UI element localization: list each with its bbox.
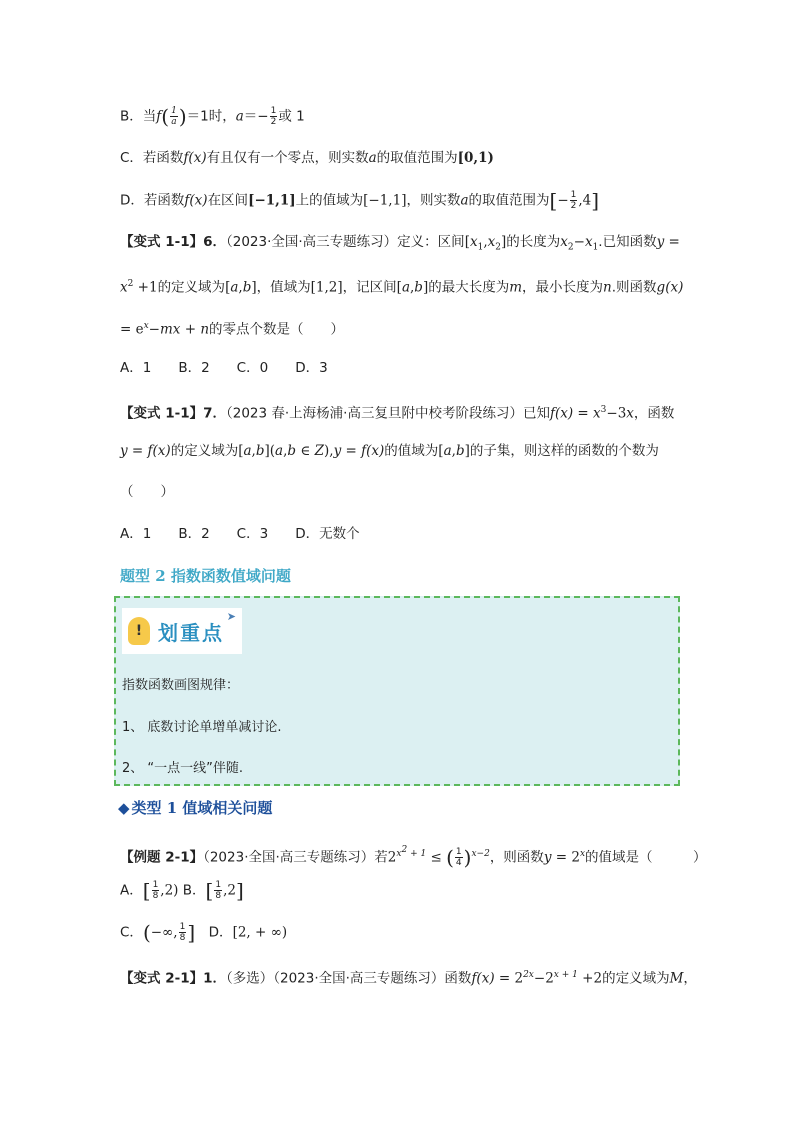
choice-label: A． <box>120 882 143 899</box>
question-tag: 【变式 1-1】6． <box>120 234 226 250</box>
option-c <box>120 148 494 168</box>
lightbulb-icon: ! <box>128 617 150 645</box>
interval: [1,2] <box>310 279 343 296</box>
q6-line2: $x^2 +1$的定义域为[a,b]，值域为[1,2]，记区间[a,b]的最大长度为m，最小长度为n.则函数g(x) <box>120 279 684 296</box>
bracket: [ <box>549 188 558 213</box>
question-text: （2023·全国·高三专题练习）定义：区间 <box>225 234 465 250</box>
v21-line1: 【变式 2-1】1．（多选）（2023·全国·高三专题练习）函数$f(x) = 2^{2x}-2^{x + 1} +2$的定义域为M， <box>120 970 697 987</box>
question-tag: 【变式 2-1】1． <box>120 970 226 987</box>
paren: ) <box>178 104 187 129</box>
question-text: （2023 春·上海杨浦·高三复旦附中校考阶段练习）已知 <box>225 405 550 422</box>
ex21-ab: A．[ $\frac{1}{8}$ ,2) B．[ $\frac{1}{8}$ ,2] <box>120 878 244 903</box>
q7-line1: 【变式 1-1】7．（2023 春·上海杨浦·高三复旦附中校考阶段练习）已知$f(x) = x^3-3x$，函数 <box>120 405 675 422</box>
question-text: （2023·全国·高三专题练习）若 <box>203 849 388 866</box>
question-text: .已知函数 <box>598 234 657 250</box>
math-f: f <box>156 108 162 125</box>
question-text: .则函数 <box>611 279 657 296</box>
question-text: 的最大长度为 <box>428 279 510 296</box>
subsection-title-text: 类型 1 值域相关问题 <box>131 799 273 817</box>
q6-line1: 【变式 1-1】6．（2023·全国·高三专题练习）定义：区间$[x_1,x_2]$的长度为$x_2-x_1$.已知函数y = <box>120 234 680 253</box>
ex21-line1: 【例题 2-1】（2023·全国·高三专题练习）若$2^{x^2 + 1}$ ≤ ( $\frac{1}{4}$ )$^{x-2}$，则函数$y = 2^x$的值域是（ ） <box>120 845 707 870</box>
option-d-text: 的取值范围为 <box>468 192 550 209</box>
option-c-text: 的取值范围为 <box>376 150 458 166</box>
question-text: ，最小长度为 <box>522 279 604 296</box>
option-d-text: 上的值域为 <box>295 192 364 209</box>
choice-label: C． <box>120 924 143 941</box>
interval: [−1,1] <box>248 192 296 209</box>
question-text: 的值域为 <box>384 443 439 459</box>
option-b <box>120 106 305 127</box>
math-fx: f(x) <box>183 150 207 166</box>
paper-plane-icon: ➤ <box>226 610 236 623</box>
bracket: ] <box>591 188 600 213</box>
interval: [−1,1] <box>363 192 407 209</box>
option-b-text: 或 1 <box>278 108 305 125</box>
question-text: 的定义域为 <box>602 970 670 987</box>
fraction: $\frac{1}{2}$ <box>570 190 577 211</box>
ex21-cd: C．(−∞, $\frac{1}{8}$ ] D．[2, + ∞) <box>120 920 288 945</box>
option-d-text: ，则实数 <box>406 192 461 209</box>
math-a: a <box>460 192 469 209</box>
fraction: $\frac{1}{2}$ <box>270 106 277 127</box>
question-text: （多选）（2023·全国·高三专题练习）函数 <box>225 970 472 987</box>
interval: [0,1) <box>457 150 494 166</box>
tip-heading: 指数函数画图规律： <box>122 678 240 693</box>
tip-item: 1、 底数讨论单增单减讨论. <box>122 720 282 735</box>
option-d-text: 在区间 <box>207 192 249 209</box>
subsection-title <box>118 797 272 818</box>
question-text: 的零点个数是（ ） <box>209 321 345 338</box>
option-c-text: C．若函数 <box>120 150 184 166</box>
question-text: ，函数 <box>633 405 675 422</box>
question-text: 的子集，则这样的函数的个数为 <box>469 443 659 459</box>
choice-label: B． <box>178 882 206 899</box>
q6-choices: A．1 B．2 C．0 D．3 <box>120 360 328 376</box>
q7-choices: A．1 B．2 C．3 D．无数个 <box>120 526 360 542</box>
tip-item: 2、 “一点一线”伴随. <box>122 761 244 776</box>
paren: ( <box>161 104 170 129</box>
math-a: a <box>368 150 377 166</box>
question-text: 的定义域为 <box>157 279 226 296</box>
question-text: ，则函数 <box>489 849 544 866</box>
highlight-logo <box>122 608 242 654</box>
question-text: ，记区间 <box>342 279 397 296</box>
question-text: ，值域为 <box>256 279 311 296</box>
option-b-text: ＝1时， <box>186 108 236 125</box>
choice-label: D． <box>195 924 233 941</box>
math-a: a <box>235 108 244 125</box>
diamond-icon: ◆ <box>118 799 130 817</box>
option-b-text: B．当 <box>120 108 157 125</box>
question-tag: 【例题 2-1】 <box>120 849 204 866</box>
option-d: D．若函数f(x)在区间[−1,1]上的值域为[−1,1]，则实数a的取值范围为[− $\frac{1}{2}$ ,4] <box>120 188 600 213</box>
question-text: 的长度为 <box>506 234 561 250</box>
q7-line2: y = f(x)的定义域为[a,b](a,b ∈ Z),y = f(x)的值域为[a,b]的子集，则这样的函数的个数为 <box>120 443 659 459</box>
question-text: 的值域是（ ） <box>585 849 707 866</box>
option-d-text: D．若函数 <box>120 192 185 209</box>
option-c-text: 有且仅有一个零点，则实数 <box>206 150 369 166</box>
section-title: 题型 2 指数函数值域问题 <box>120 567 291 585</box>
tip-box <box>114 596 680 786</box>
math-fx: f(x) <box>184 192 208 209</box>
q7-line3: （ ） <box>120 484 174 500</box>
question-text: 的定义域为 <box>170 443 239 459</box>
q6-line3: = $e^x-mx + n$的零点个数是（ ） <box>120 321 345 338</box>
option-b-text: ＝− <box>243 108 269 125</box>
logo-text: 划重点 <box>158 620 224 645</box>
question-tag: 【变式 1-1】7． <box>120 405 226 422</box>
fraction: $\frac{1}{a}$ <box>171 106 177 127</box>
